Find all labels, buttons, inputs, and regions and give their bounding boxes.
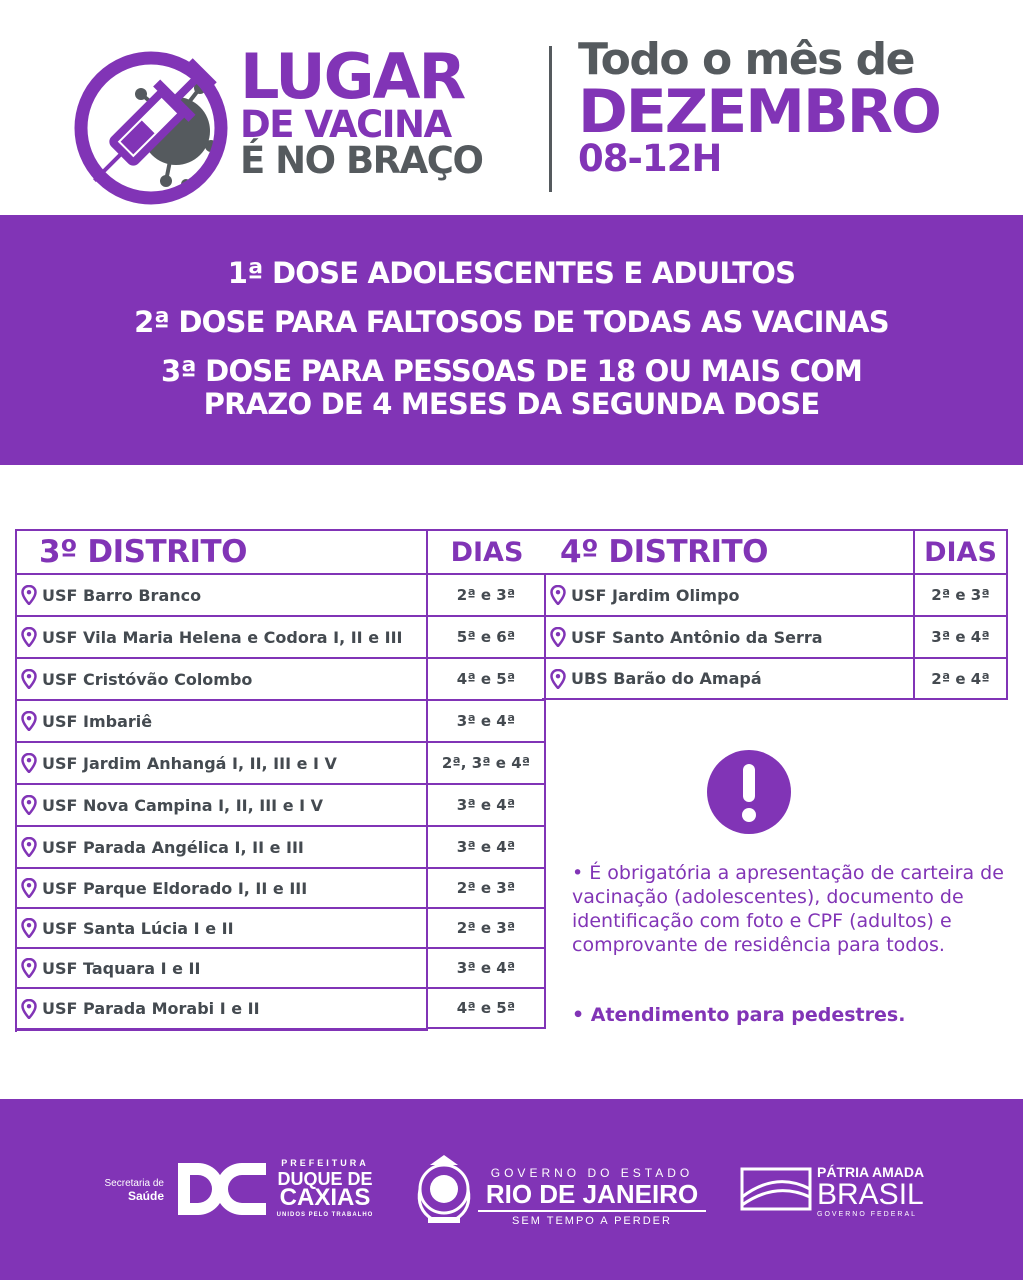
pedestrian-notice: • Atendimento para pedestres. bbox=[572, 1004, 906, 1026]
caxias-name-2: CAXIAS bbox=[279, 1184, 371, 1211]
site-name-cell bbox=[542, 575, 915, 617]
brasil-flag-icon bbox=[740, 1167, 812, 1211]
location-pin-icon bbox=[21, 878, 37, 898]
header bbox=[0, 0, 1023, 215]
location-pin-icon bbox=[21, 795, 37, 815]
district-4-table bbox=[542, 529, 1008, 698]
rio-line-2: RIO DE JANEIRO bbox=[478, 1181, 706, 1212]
rio-de-janeiro-coat-of-arms-icon bbox=[414, 1153, 474, 1225]
brasil-line-1: PÁTRIA AMADA bbox=[817, 1164, 925, 1180]
location-pin-icon bbox=[21, 585, 37, 605]
footer bbox=[0, 1099, 1023, 1280]
dose-line-1: 1ª DOSE ADOLESCENTES E ADULTOS bbox=[227, 256, 796, 290]
site-name-cell bbox=[17, 827, 428, 869]
rio-line-1: GOVERNO DO ESTADO bbox=[490, 1166, 694, 1180]
site-name-cell bbox=[17, 909, 428, 949]
site-days: 3ª e 4ª bbox=[428, 827, 546, 869]
district-3-title: 3º DISTRITO bbox=[17, 531, 428, 575]
district-4-days-header: DIAS bbox=[915, 531, 1008, 575]
site-days: 4ª e 5ª bbox=[428, 989, 546, 1029]
site-name: USF Parada Morabi I e II bbox=[42, 999, 260, 1018]
location-pin-icon bbox=[21, 837, 37, 857]
site-days: 3ª e 4ª bbox=[428, 701, 546, 743]
site-days: 5ª e 6ª bbox=[428, 617, 546, 659]
site-name-cell bbox=[17, 989, 428, 1031]
site-name: UBS Barão do Amapá bbox=[571, 669, 762, 688]
dose-line-3: 3ª DOSE PARA PESSOAS DE 18 OU MAIS COM bbox=[160, 354, 863, 388]
site-name-cell bbox=[17, 617, 428, 659]
site-days: 2ª e 3ª bbox=[915, 575, 1008, 617]
location-pin-icon bbox=[21, 958, 37, 978]
location-pin-icon bbox=[550, 627, 566, 647]
site-name-cell bbox=[17, 659, 428, 701]
district-4-title: 4º DISTRITO bbox=[542, 531, 915, 575]
location-pin-icon bbox=[21, 711, 37, 731]
site-name-cell bbox=[17, 701, 428, 743]
dose-line-2: 2ª DOSE PARA FALTOSOS DE TODAS AS VACINAS bbox=[134, 305, 889, 339]
site-name: USF Nova Campina I, II, III e I V bbox=[42, 795, 324, 815]
site-name: USF Imbariê bbox=[42, 711, 153, 731]
site-days: 3ª e 4ª bbox=[428, 785, 546, 827]
campaign-period bbox=[578, 34, 940, 180]
site-days: 2ª e 3ª bbox=[428, 869, 546, 909]
brasil-logo-text bbox=[817, 1165, 935, 1218]
site-name-cell bbox=[17, 575, 428, 617]
brasil-line-3: GOVERNO FEDERAL bbox=[817, 1211, 918, 1218]
location-pin-icon bbox=[550, 585, 566, 605]
site-name-cell bbox=[542, 659, 915, 700]
site-name: USF Santa Lúcia I e II bbox=[42, 918, 234, 938]
dc-logo-icon bbox=[176, 1161, 268, 1217]
site-name: USF Barro Branco bbox=[42, 585, 202, 605]
site-days: 2ª e 3ª bbox=[428, 575, 546, 617]
secretaria-line-2: Saúde bbox=[127, 1189, 164, 1203]
location-pin-icon bbox=[21, 918, 37, 938]
period-line-1: Todo o mês de bbox=[578, 34, 915, 85]
site-days: 2ª, 3ª e 4ª bbox=[428, 743, 546, 785]
location-pin-icon bbox=[21, 999, 37, 1019]
period-month: DEZEMBRO bbox=[578, 77, 940, 147]
site-name: USF Parque Eldorado I, II e III bbox=[42, 878, 308, 898]
logo-line-2: DE VACINA bbox=[240, 103, 451, 146]
logo-line-3: É NO BRAÇO bbox=[240, 139, 483, 182]
header-divider bbox=[549, 46, 552, 192]
exclamation-icon bbox=[707, 750, 791, 834]
district-3-days-header: DIAS bbox=[428, 531, 546, 575]
caxias-logo-text bbox=[270, 1159, 380, 1218]
caxias-prefeitura: PREFEITURA bbox=[281, 1158, 369, 1168]
site-name: USF Vila Maria Helena e Codora I, II e III bbox=[42, 627, 403, 647]
requirement-notice: • É obrigatória a apresentação de carteira de vacinação (adolescentes), documento de identificação com foto e CPF (adultos) e comprovante de residência para todos. bbox=[572, 862, 1004, 956]
dose-line-4: PRAZO DE 4 MESES DA SEGUNDA DOSE bbox=[203, 387, 820, 421]
location-pin-icon bbox=[21, 669, 37, 689]
site-name: USF Parada Angélica I, II e III bbox=[42, 837, 304, 857]
location-pin-icon bbox=[550, 669, 566, 689]
site-name-cell bbox=[542, 617, 915, 659]
site-name: USF Taquara I e II bbox=[42, 958, 201, 978]
site-name-cell bbox=[17, 785, 428, 827]
site-name-cell bbox=[17, 949, 428, 989]
district-3-table bbox=[15, 529, 544, 1032]
period-hours: 08-12H bbox=[578, 137, 722, 180]
dose-info-band bbox=[0, 215, 1023, 465]
caxias-name-1: DUQUE DE bbox=[277, 1169, 373, 1189]
site-name: USF Cristóvão Colombo bbox=[42, 669, 253, 689]
site-name: USF Jardim Anhangá I, II, III e I V bbox=[42, 753, 337, 773]
site-name: USF Jardim Olimpo bbox=[571, 585, 740, 605]
site-name-cell bbox=[17, 743, 428, 785]
rio-logo-text bbox=[478, 1167, 706, 1227]
site-days: 3ª e 4ª bbox=[915, 617, 1008, 659]
logo-line-1: LUGAR bbox=[240, 40, 465, 113]
caxias-tagline: UNIDOS PELO TRABALHO bbox=[276, 1212, 374, 1218]
site-days: 4ª e 5ª bbox=[428, 659, 546, 701]
site-days: 2ª e 4ª bbox=[915, 659, 1008, 700]
site-days: 3ª e 4ª bbox=[428, 949, 546, 989]
location-pin-icon bbox=[21, 753, 37, 773]
site-name-cell bbox=[17, 869, 428, 909]
location-pin-icon bbox=[21, 627, 37, 647]
rio-line-3: SEM TEMPO A PERDER bbox=[512, 1215, 672, 1227]
secretaria-line-1: Secretaria de bbox=[104, 1178, 164, 1189]
site-name: USF Santo Antônio da Serra bbox=[571, 627, 823, 647]
campaign-logo-text bbox=[240, 40, 483, 182]
secretaria-label bbox=[92, 1177, 164, 1203]
brasil-line-2: BRASIL bbox=[817, 1178, 924, 1211]
syringe-virus-icon bbox=[66, 36, 236, 206]
site-days: 2ª e 3ª bbox=[428, 909, 546, 949]
